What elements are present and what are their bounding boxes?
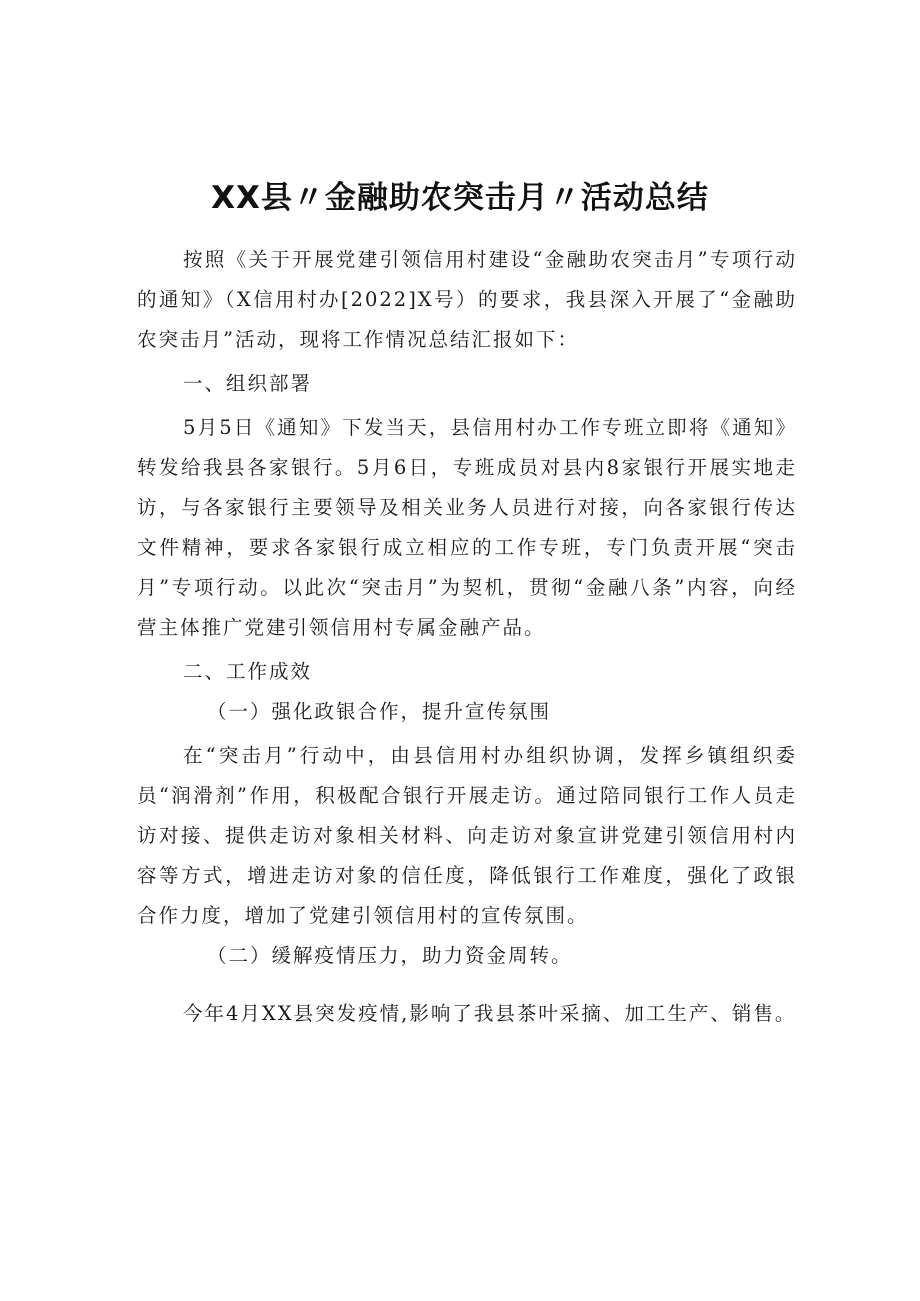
document-title: XX县〃金融助农突击月〃活动总结 (211, 180, 709, 216)
organization-paragraph: 5月5日《通知》下发当天，县信用村办工作专班立即将《通知》转发给我县各家银行。5月6日，专班成员对县内8家银行开展实地走访，与各家银行主要领导及相关业务人员进行对接，向各家银行传达文件精神，要求各家银行成立相应的工作专班，专门负责开展“突击月”专项行动。以此次“突击月”为契机，贯彻“金融八条”内容，向经营主体推广党建引领信用村专属金融产品。 (137, 416, 797, 639)
cooperation-paragraph: 在“突击月”行动中，由县信用村办组织协调，发挥乡镇组织委员“润滑剂”作用，积极配合银行开展走访。通过陪同银行工作人员走访对接、提供走访对象相关材料、向走访对象宣讲党建引领信用村内容等方式，增进走访对象的信任度，降低银行工作难度，强化了政银合作力度，增加了党建引领信用村的宣传氛围。 (137, 744, 797, 927)
epidemic-paragraph: 今年4月XX县突发疫情,影响了我县茶叶采摘、加工生产、销售。 (183, 1002, 797, 1025)
subsection-heading-epidemic: （二）缓解疫情压力，助力资金周转。 (207, 944, 573, 967)
document-body (137, 240, 797, 1034)
section-heading-organization: 一、组织部署 (183, 372, 313, 395)
section-heading-results: 二、工作成效 (183, 660, 313, 683)
subsection-heading-cooperation: （一）强化政银合作，提升宣传氛围 (207, 700, 552, 723)
intro-paragraph: 按照《关于开展党建引领信用村建设“金融助农突击月”专项行动的通知》（X信用村办[2022]X号）的要求，我县深入开展了“金融助农突击月”活动，现将工作情况总结汇报如下： (137, 248, 797, 351)
